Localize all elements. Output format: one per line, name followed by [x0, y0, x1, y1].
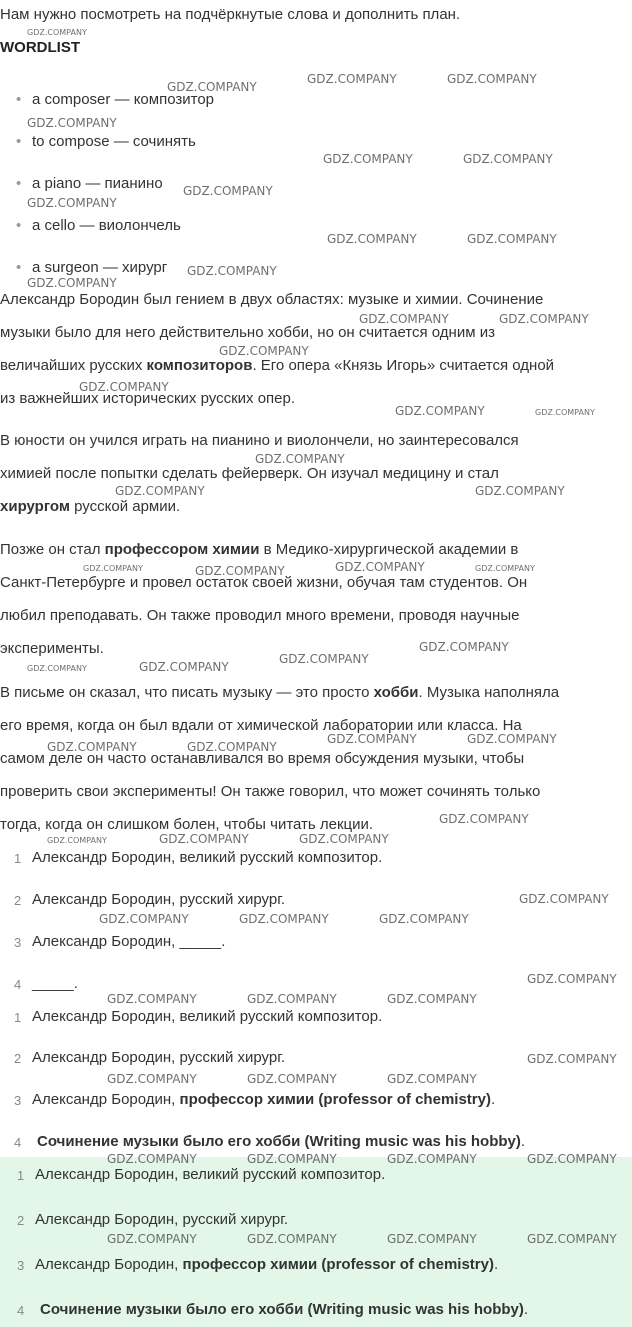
plan-item: [35, 1256, 498, 1273]
plan-item-bold: Сочинение музыки было его хобби (Writing music was his hobby): [37, 1133, 521, 1150]
watermark: GDZ.COMPANY: [359, 312, 449, 326]
plan-number: 1: [14, 1010, 22, 1025]
paragraph: [0, 676, 632, 841]
watermark: GDZ.COMPANY: [519, 892, 609, 906]
watermark: GDZ.COMPANY: [107, 992, 197, 1006]
plan-item-bold: профессор химии (professor of chemistry): [179, 1091, 491, 1108]
watermark: GDZ.COMPANY: [387, 992, 477, 1006]
watermark: GDZ.COMPANY: [247, 1232, 337, 1246]
paragraph-line: самом деле он часто останавливался во время обсуждения музыки, чтобы: [0, 750, 525, 767]
plan-item-text: Александр Бородин,: [32, 1091, 180, 1108]
watermark: GDZ.COMPANY: [107, 1232, 197, 1246]
watermark: GDZ.COMPANY: [527, 1152, 617, 1166]
paragraph-line: величайших русских композиторов. Его опера «Князь Игорь» считается одной: [0, 357, 555, 374]
wordlist-item: • a piano — пианино: [16, 175, 163, 192]
plan-item-tail: .: [523, 1301, 529, 1318]
watermark: GDZ.COMPANY: [139, 660, 229, 674]
watermark: GDZ.COMPANY: [183, 184, 273, 198]
watermark: GDZ.COMPANY: [535, 408, 595, 417]
plan-number: 3: [14, 935, 22, 950]
plan-item: Александр Бородин, русский хирург.: [32, 891, 286, 908]
paragraph-line: проверить свои эксперименты! Он также говорил, что может сочинять только: [0, 783, 541, 800]
paragraph-line: тогда, когда он слишком болен, чтобы читать лекции.: [0, 816, 374, 833]
watermark: GDZ.COMPANY: [27, 116, 117, 130]
plan-number: 2: [17, 1213, 25, 1228]
plan-number: 1: [17, 1168, 25, 1183]
plan-item-tail: .: [493, 1256, 499, 1273]
watermark: GDZ.COMPANY: [307, 72, 397, 86]
wordlist-item: • a composer — композитор: [16, 91, 215, 108]
plan-item-text: Александр Бородин, великий русский композитор.: [32, 1008, 383, 1025]
watermark: GDZ.COMPANY: [27, 664, 87, 673]
plan-number: 4: [14, 1135, 22, 1150]
plan-item: [37, 1133, 525, 1150]
watermark: GDZ.COMPANY: [239, 912, 329, 926]
watermark: GDZ.COMPANY: [299, 832, 389, 846]
plan-item-text: Александр Бородин,: [35, 1256, 183, 1273]
paragraph-line: Позже он стал профессором химии в Медико-хирургической академии в: [0, 541, 519, 558]
watermark: GDZ.COMPANY: [27, 28, 87, 37]
watermark: GDZ.COMPANY: [27, 196, 117, 210]
watermark: GDZ.COMPANY: [47, 740, 137, 754]
watermark: GDZ.COMPANY: [187, 740, 277, 754]
watermark: GDZ.COMPANY: [475, 484, 565, 498]
plan-item-text: Александр Бородин, русский хирург.: [32, 1049, 286, 1066]
plan-item-tail: .: [490, 1091, 496, 1108]
watermark: GDZ.COMPANY: [323, 152, 413, 166]
watermark: GDZ.COMPANY: [247, 992, 337, 1006]
plan-item-text: Александр Бородин, великий русский композитор.: [35, 1166, 386, 1183]
plan-number: 4: [14, 977, 22, 992]
watermark: GDZ.COMPANY: [107, 1072, 197, 1086]
watermark: GDZ.COMPANY: [187, 264, 277, 278]
watermark: GDZ.COMPANY: [99, 912, 189, 926]
watermark: GDZ.COMPANY: [387, 1232, 477, 1246]
watermark: GDZ.COMPANY: [247, 1072, 337, 1086]
watermark: GDZ.COMPANY: [159, 832, 249, 846]
paragraph-line: любил преподавать. Он также проводил много времени, проводя научные: [0, 607, 520, 624]
watermark: GDZ.COMPANY: [115, 484, 205, 498]
watermark: GDZ.COMPANY: [527, 972, 617, 986]
watermark: GDZ.COMPANY: [327, 232, 417, 246]
plan-item: Александр Бородин, великий русский композитор.: [32, 849, 383, 866]
paragraph-line: Александр Бородин был гением в двух областях: музыке и химии. Сочинение: [0, 291, 544, 308]
plan-item: [32, 1049, 285, 1066]
paragraph-line: В юности он учился играть на пианино и виолончели, но заинтересовался: [0, 432, 519, 449]
plan-number: 3: [14, 1093, 22, 1108]
watermark: GDZ.COMPANY: [499, 312, 589, 326]
watermark: GDZ.COMPANY: [83, 564, 143, 573]
watermark: GDZ.COMPANY: [107, 1152, 197, 1166]
plan-item-tail: .: [520, 1133, 526, 1150]
watermark: GDZ.COMPANY: [387, 1152, 477, 1166]
paragraph: [0, 424, 632, 523]
plan-item-bold: профессор химии (professor of chemistry): [182, 1256, 494, 1273]
watermark: GDZ.COMPANY: [255, 452, 345, 466]
plan-number: 1: [14, 851, 22, 866]
plan-item: [40, 1301, 528, 1318]
paragraph: [0, 283, 632, 415]
watermark: GDZ.COMPANY: [219, 344, 309, 358]
plan-item: [32, 1091, 495, 1108]
plan-number: 2: [14, 1051, 22, 1066]
paragraph-line: его время, когда он был вдали от химической лаборатории или класса. На: [0, 717, 522, 734]
plan-item-text: Александр Бородин, русский хирург.: [35, 1211, 289, 1228]
watermark: GDZ.COMPANY: [327, 732, 417, 746]
watermark: GDZ.COMPANY: [279, 652, 369, 666]
paragraph-line: Санкт-Петербурге и провел остаток своей жизни, обучая там студентов. Он: [0, 574, 528, 591]
wordlist-item: • to compose — сочинять: [16, 133, 196, 150]
plan-number: 4: [17, 1303, 25, 1318]
watermark: GDZ.COMPANY: [195, 564, 285, 578]
watermark: GDZ.COMPANY: [463, 152, 553, 166]
plan-item: [35, 1166, 385, 1183]
intro-text: Нам нужно посмотреть на подчёркнутые слова и дополнить план.: [0, 6, 461, 23]
paragraph-line: эксперименты.: [0, 640, 104, 657]
watermark: GDZ.COMPANY: [439, 812, 529, 826]
paragraph-line: из важнейших исторических русских опер.: [0, 390, 296, 407]
watermark: GDZ.COMPANY: [419, 640, 509, 654]
wordlist-item: • a cello — виолончель: [16, 217, 181, 234]
paragraph-line: химией после попытки сделать фейерверк. Он изучал медицину и стал: [0, 465, 499, 482]
plan-item: _____.: [32, 975, 78, 992]
plan-item: [35, 1211, 288, 1228]
plan-item: Александр Бородин, _____.: [32, 933, 226, 950]
paragraph: [0, 533, 632, 665]
watermark: GDZ.COMPANY: [335, 560, 425, 574]
watermark: GDZ.COMPANY: [395, 404, 485, 418]
plan-item-bold: Сочинение музыки было его хобби (Writing music was his hobby): [40, 1301, 524, 1318]
watermark: GDZ.COMPANY: [27, 276, 117, 290]
watermark: GDZ.COMPANY: [167, 80, 257, 94]
watermark: GDZ.COMPANY: [467, 232, 557, 246]
watermark: GDZ.COMPANY: [387, 1072, 477, 1086]
watermark: GDZ.COMPANY: [475, 564, 535, 573]
wordlist-item: • a surgeon — хирург: [16, 259, 168, 276]
watermark: GDZ.COMPANY: [527, 1232, 617, 1246]
wordlist-heading: WORDLIST: [0, 39, 80, 56]
plan-number: 3: [17, 1258, 25, 1273]
paragraph-line: В письме он сказал, что писать музыку — это просто хобби. Музыка наполняла: [0, 684, 560, 701]
paragraph-line: музыки было для него действительно хобби, но он считается одним из: [0, 324, 495, 341]
paragraph-line: хирургом русской армии.: [0, 498, 181, 515]
watermark: GDZ.COMPANY: [379, 912, 469, 926]
watermark: GDZ.COMPANY: [527, 1052, 617, 1066]
watermark: GDZ.COMPANY: [47, 836, 107, 845]
plan-number: 2: [14, 893, 22, 908]
watermark: GDZ.COMPANY: [79, 380, 169, 394]
watermark: GDZ.COMPANY: [447, 72, 537, 86]
plan-item: [32, 1008, 382, 1025]
watermark: GDZ.COMPANY: [467, 732, 557, 746]
watermark: GDZ.COMPANY: [247, 1152, 337, 1166]
